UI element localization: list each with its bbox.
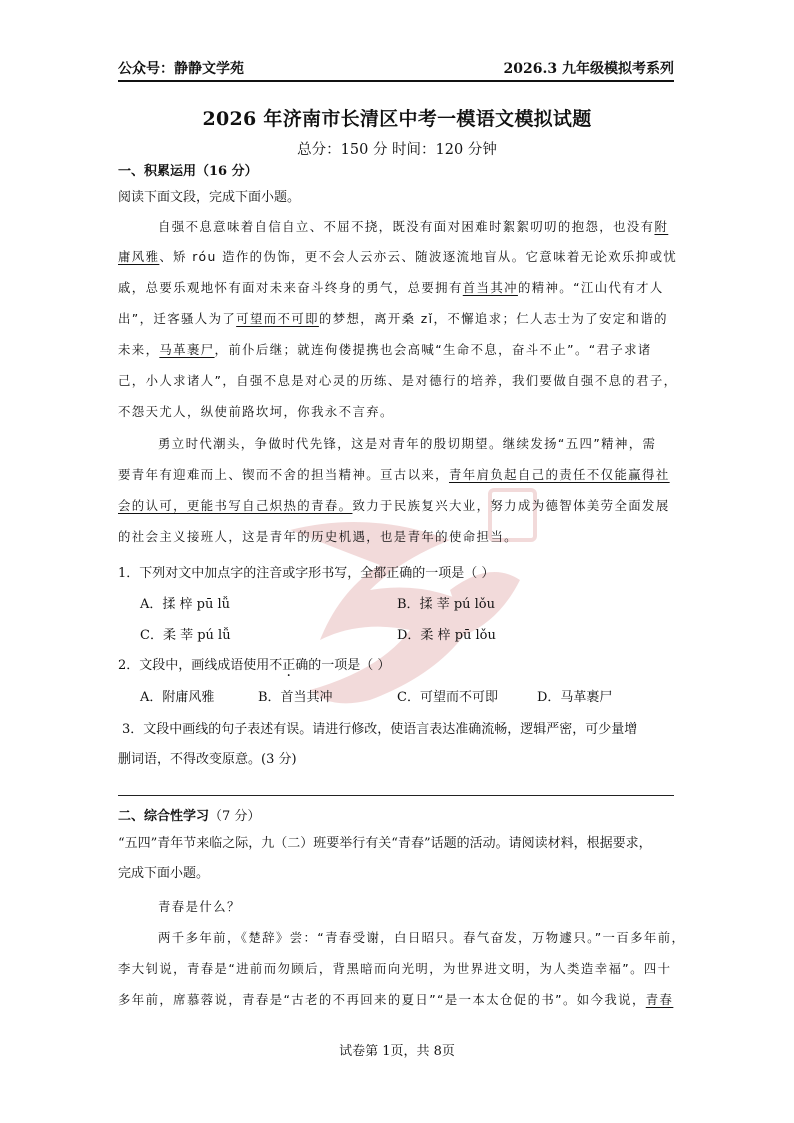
section1-intro: 阅读下面文段，完成下面小题。 (118, 190, 301, 205)
material-title: 青春是什么？ (158, 899, 241, 914)
idiom-kewangerbukeji: 可望而不可即 (236, 311, 319, 326)
q2-option-c: C．可望而不可即 (397, 690, 498, 705)
q2-option-b: B．首当其冲 (258, 690, 333, 705)
q2-option-d: D．马革裹尸 (537, 690, 613, 705)
exam-title: 2026 年济南市长清区中考一模语文模拟试题 (202, 108, 592, 130)
header-right: 2026.3 九年级模拟考系列 (503, 61, 674, 77)
faulty-sentence: 青年肩负起自己的责任不仅能赢得社 (448, 467, 670, 482)
page-footer: 试卷第 1页，共 8页 (339, 1044, 455, 1059)
q3-line2: 删词语，不得改变原意。(3 分) (118, 752, 297, 767)
material-line1: 两千多年前，《楚辞》尝：“青春受谢，白日昭只。春气奋发，万物遽只。”一百多年前， (158, 930, 686, 945)
material-line2: 李大钊说，青春是“进前而勿顾后，背黑暗而向光明，为世界进文明，为人类造幸福”。四十 (118, 961, 672, 976)
p2-line2: 要青年有迎难而上、锲而不舍的担当精神。亘古以来，青年肩负起自己的责任不仅能赢得社 (118, 467, 670, 482)
p2-line1: 勇立时代潮头，争做时代先锋，这是对青年的殷切期望。继续发扬“五四”精神，需 (158, 436, 657, 451)
p1-line6: 己，小人求诸人”，自强不息是对心灵的历练、是对德行的培养，我们要做自强不息的君子， (118, 373, 678, 388)
p1-line5: 未来，马革裹尸，前仆后继；就连佝偻提携也会高喊“生命不息，奋斗不止”。“君子求诸 (118, 342, 652, 357)
section-divider (118, 795, 674, 796)
q2-stem: 2．文段中，画线成语使用不正确的一项是（ ） (118, 658, 391, 673)
p2-line3: 会的认可，更能书写自己炽热的青春。致力于民族复兴大业，努力成为德智体美劳全面发展 (118, 498, 670, 513)
p1-line2: 庸风雅、矫 róu 造作的伪饰，更不会人云亦云、随波逐流地盲从。它意味着无论欢乐抑或忧 (118, 249, 678, 264)
q1-stem: 1．下列对文中加点字的注音或字形书写，全都正确的一项是（ ） (118, 566, 495, 581)
p2-line4: 的社会主义接班人，这是青年的历史机遇，也是青年的使命担当。 (118, 529, 518, 544)
p1-line3: 戚，总要乐观地怀有面对未来奋斗终身的勇气，总要拥有首当其冲的精神。“江山代有才人 (118, 280, 664, 295)
q2-option-a: A．附庸风雅 (140, 690, 215, 705)
q3-line1: 3．文段中画线的句子表述有误。请进行修改，使语言表达准确流畅，逻辑严密，可少量增 (122, 722, 638, 737)
p1-line4: 出”，迁客骚人为了可望而不可即的梦想，离开桑 zǐ，不懈追求；仁人志士为了安定和谐的 (118, 311, 668, 326)
header-left: 公众号：静静文学苑 (118, 61, 244, 77)
q1-option-b: B．揉 莘 pú lǒu (397, 597, 496, 612)
section1-heading: 一、积累运用（16 分） (118, 164, 258, 179)
page-header (118, 58, 674, 80)
idiom-fuyongfengya: 庸风雅 (118, 249, 160, 264)
exam-subtitle: 总分：150 分 时间：120 分钟 (297, 142, 497, 158)
section2-intro-1: “五四”青年节来临之际，九（二）班要举行有关“青春”话题的活动。请阅读材料，根据要求， (118, 836, 652, 851)
idiom-shoudangqichong: 首当其冲 (462, 280, 518, 295)
section2-intro-2: 完成下面小题。 (118, 866, 210, 881)
idiom-mageguoshi: 马革裹尸 (159, 342, 215, 357)
section2-heading: 二、综合性学习（7 分） (118, 809, 261, 824)
material-line3: 多年前，席慕蓉说，青春是“古老的不再回来的夏日”“是一本太仓促的书”。如今我说，青春 (118, 992, 674, 1007)
q1-option-c: C．柔 莘 pú lǚ (140, 628, 231, 643)
emphasis-dots: 不正确 (269, 658, 309, 673)
q1-option-d: D．柔 梓 pū lǒu (397, 628, 496, 643)
faulty-sentence-cont: 会的认可，更能书写自己炽热的青春。 (118, 498, 353, 513)
p1-line1: 自强不息意味着自信自立、不屈不挠，既没有面对困难时絮絮叨叨的抱怨，也没有附 (158, 219, 669, 234)
p1-line7: 不怨天尤人，纵使前路坎坷，你我永不言弃。 (118, 404, 394, 419)
q1-option-a: A．揉 梓 pū lǚ (140, 597, 231, 612)
header-divider (118, 80, 674, 82)
